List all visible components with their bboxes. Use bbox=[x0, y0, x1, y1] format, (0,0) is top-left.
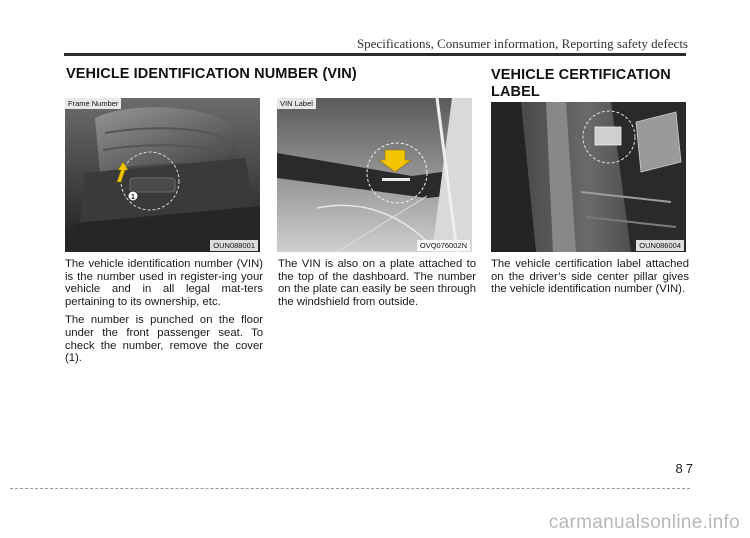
cover-marker-1: 1 bbox=[131, 194, 135, 201]
paragraph: The vehicle certification label attached on the driver’s side center pillar gives the vehicle identification number (VIN). bbox=[491, 258, 689, 296]
running-header: Specifications, Consumer information, Reporting safety defects bbox=[356, 36, 688, 51]
certification-label-text bbox=[491, 258, 689, 296]
vin-section-heading: VEHICLE IDENTIFICATION NUMBER (VIN) bbox=[66, 66, 357, 82]
site-watermark: carmanualsonline.info bbox=[548, 512, 740, 533]
certification-label-figure bbox=[491, 102, 686, 252]
header-rule bbox=[64, 53, 686, 56]
certification-section-heading: VEHICLE CERTIFICATION LABEL bbox=[491, 67, 671, 100]
dashboard-illustration bbox=[277, 98, 472, 252]
vin-plate-text bbox=[278, 258, 476, 308]
figure-caption: Frame Number bbox=[65, 98, 121, 109]
page-number: 87 bbox=[675, 461, 696, 476]
paragraph: The VIN is also on a plate attached to the top of the dashboard. The number on the plate can easily be seen through the windshield from outside. bbox=[278, 258, 476, 308]
footer-rule bbox=[10, 488, 690, 489]
vin-description-text bbox=[65, 258, 263, 365]
figure-code: OVQ076002N bbox=[417, 240, 470, 251]
seat-illustration bbox=[65, 98, 260, 252]
frame-number-figure bbox=[65, 98, 260, 252]
figure-code: OUN088001 bbox=[210, 240, 258, 251]
paragraph: The number is punched on the floor under the front passenger seat. To check the number, remove the cover (1). bbox=[65, 314, 263, 365]
paragraph: The vehicle identification number (VIN) is the number used in register-ing your vehicle and in all legal mat-ters pertaining to its ownership, etc. bbox=[65, 258, 263, 308]
vin-label-figure bbox=[277, 98, 472, 252]
figure-caption: VIN Label bbox=[277, 98, 316, 109]
door-pillar-illustration bbox=[491, 102, 686, 252]
figure-code: OUN086004 bbox=[636, 240, 684, 251]
